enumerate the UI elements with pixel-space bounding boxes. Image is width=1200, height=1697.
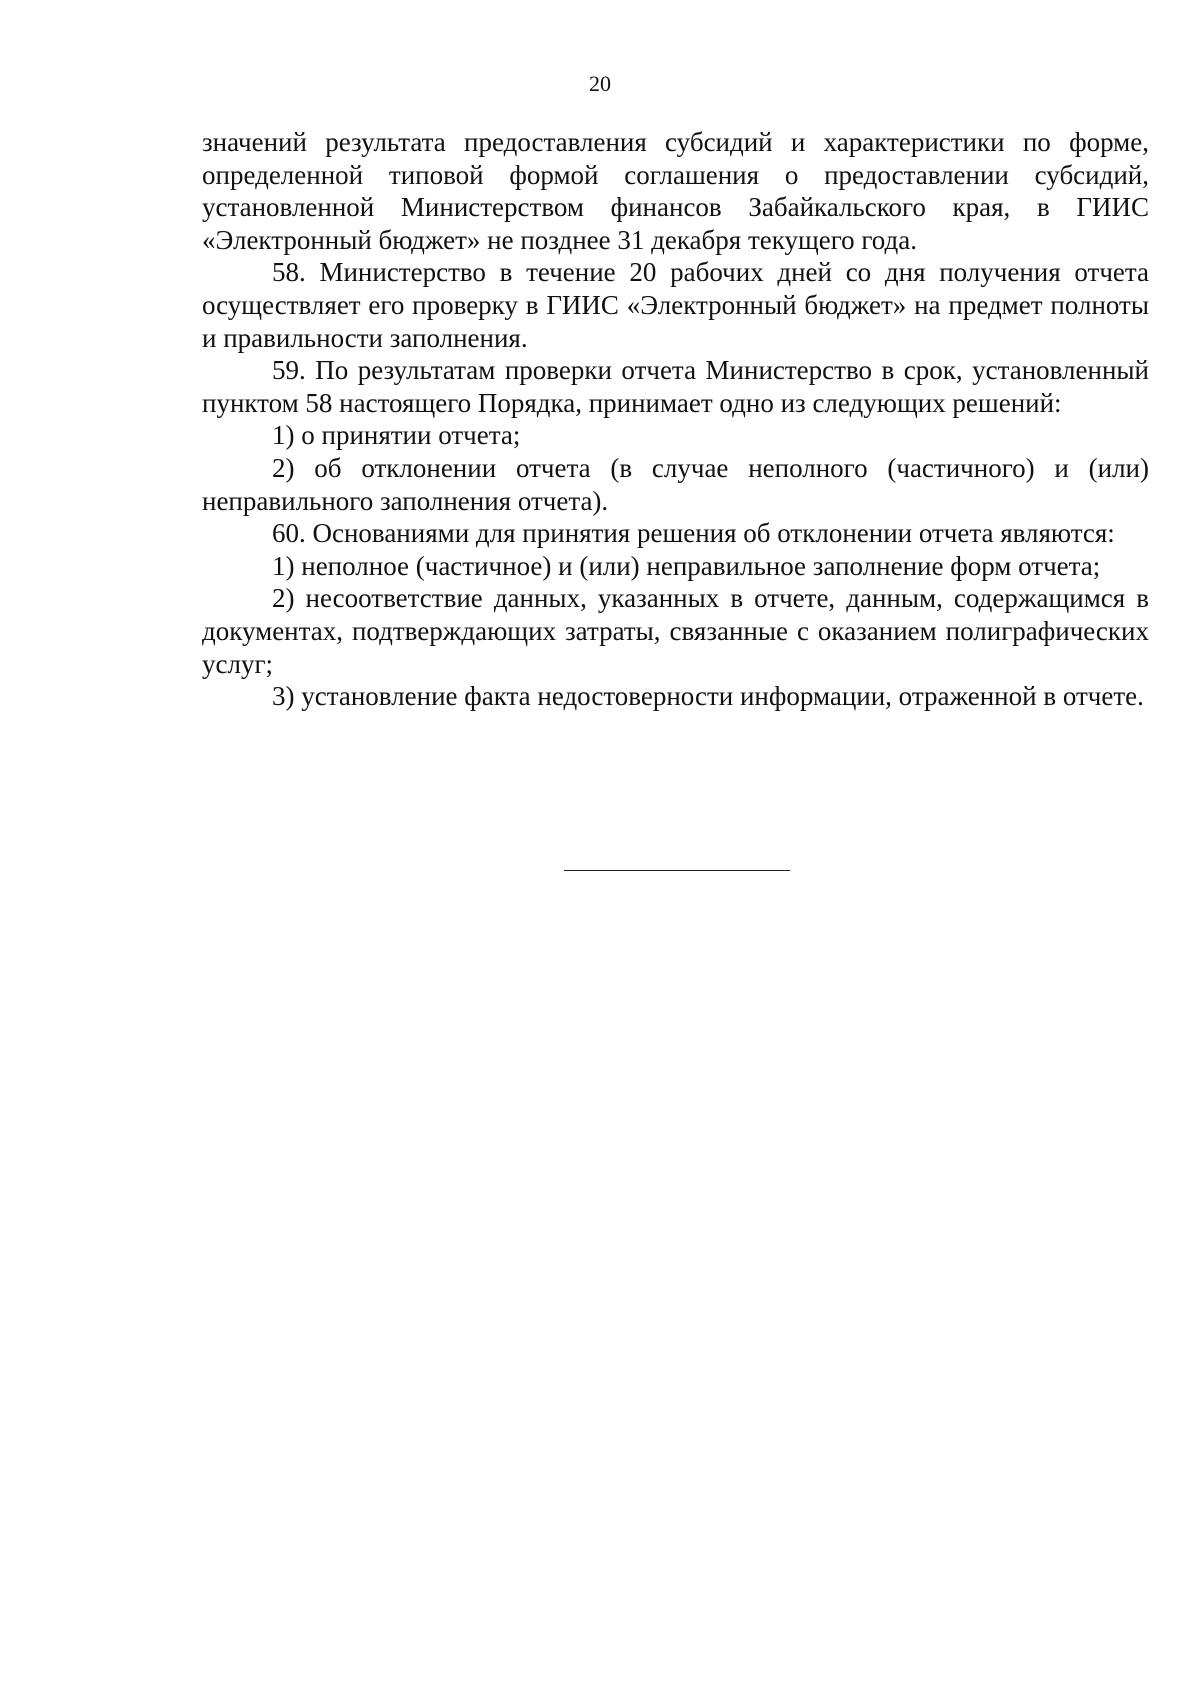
- paragraph-clause-59-item-2: 2) об отклонении отчета (в случае неполного (частичного) и (или) неправильного заполнения отчета).: [202, 452, 1149, 516]
- paragraph-clause-59-item-1: 1) о принятии отчета;: [272, 420, 521, 451]
- paragraph-continuation: значений результата предоставления субсидий и характеристики по форме, определенной типовой формой соглашения о предоставлении субсидий, установленной Министерством финансов Забайкальского края, в ГИИС «Электронный бюджет» не позднее 31 декабря текущего года.: [202, 127, 1149, 255]
- paragraph-clause-60-item-1: 1) неполное (частичное) и (или) неправильное заполнение форм отчета;: [272, 550, 1101, 581]
- paragraph-clause-60: 60. Основаниями для принятия решения об отклонении отчета являются:: [272, 518, 1115, 549]
- page-number: 20: [589, 71, 611, 96]
- paragraph-clause-59: 59. По результатам проверки отчета Министерство в срок, установленный пунктом 58 настоящего Порядка, принимает одно из следующих решений:: [202, 355, 1149, 418]
- paragraph-clause-60-item-2: 2) несоответствие данных, указанных в отчете, данным, содержащимся в документах, подтверждающих затраты, связанные с оказанием полиграфических услуг;: [202, 583, 1149, 679]
- end-of-document-divider: [564, 870, 790, 871]
- paragraph-clause-60-item-3: 3) установление факта недостоверности информации, отраженной в отчете.: [272, 681, 1144, 712]
- document-body: [202, 126, 1149, 713]
- paragraph-clause-58: 58. Министерство в течение 20 рабочих дней со дня получения отчета осуществляет его проверку в ГИИС «Электронный бюджет» на предмет полноты и правильности заполнения.: [202, 257, 1149, 353]
